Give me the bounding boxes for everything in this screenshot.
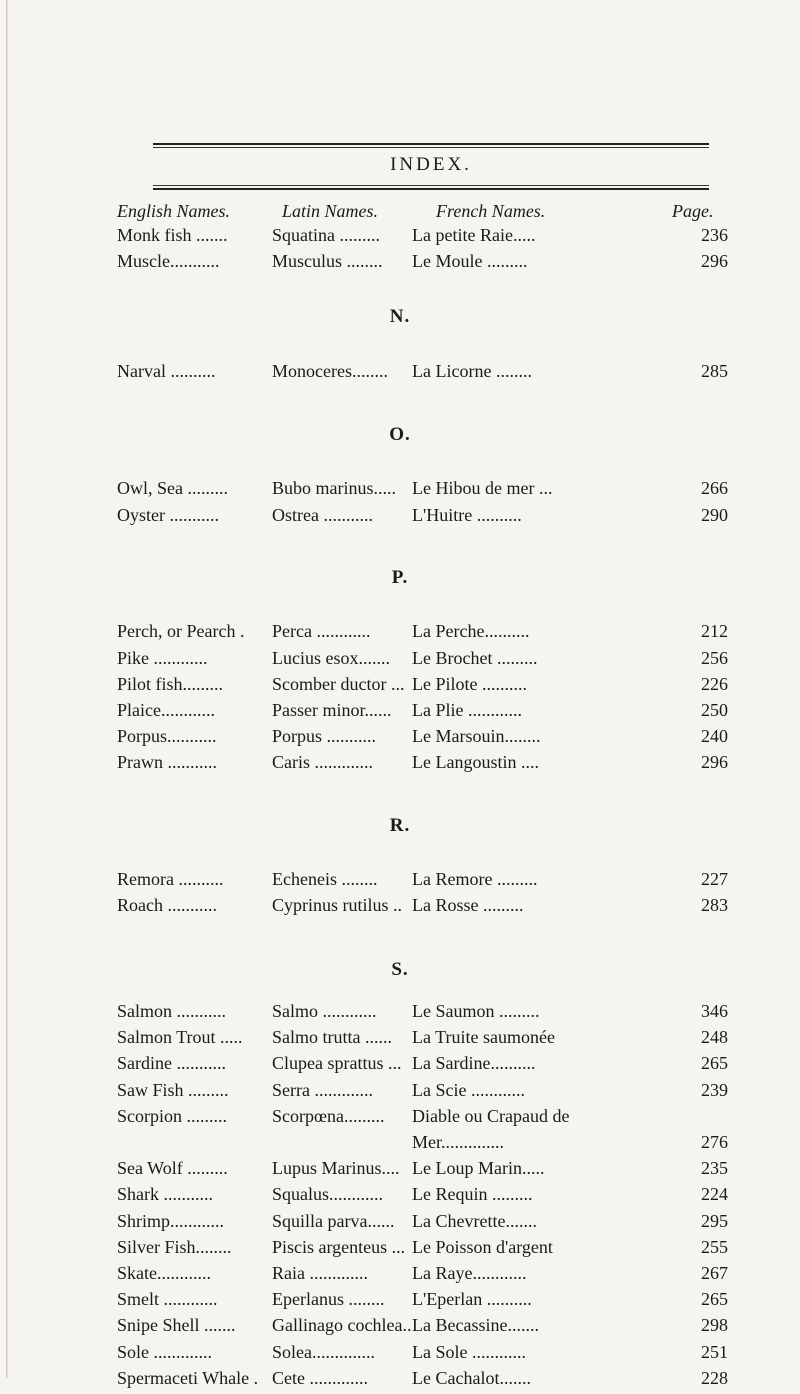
section-letter: N. (389, 306, 411, 327)
index-row (0, 251, 800, 277)
english-name: Shrimp............ (117, 1210, 225, 1231)
french-name: Le Hibou de mer ... (412, 478, 553, 498)
column-header-latin: Latin Names. (282, 201, 379, 221)
latin-name: Raia ............. (272, 1263, 368, 1283)
page-number: 290 (701, 505, 728, 525)
french-name: La Raye............ (412, 1263, 527, 1283)
french-name: La Chevrette....... (412, 1210, 537, 1231)
english-name: Spermaceti Whale . (117, 1367, 259, 1388)
page-number: 228 (701, 1367, 728, 1388)
index-row (0, 752, 800, 778)
page-number: 276 (701, 1132, 728, 1152)
column-header-english: English Names. (117, 201, 231, 221)
index-row (0, 1237, 800, 1263)
page-number: 212 (701, 621, 728, 641)
index-row (0, 361, 800, 387)
english-name: Sole ............. (117, 1341, 213, 1362)
french-name: La petite Raie..... (412, 225, 536, 245)
latin-name: Salmo ............ (272, 1001, 377, 1021)
latin-name: Serra ............. (272, 1079, 373, 1100)
page-number: 266 (701, 478, 728, 498)
page-number: 295 (701, 1210, 728, 1231)
latin-name: Passer minor...... (272, 700, 392, 720)
index-row (0, 1315, 800, 1341)
latin-name: Caris ............. (272, 752, 373, 772)
index-row (0, 1211, 800, 1237)
header-rule (153, 185, 709, 186)
page-number: 248 (701, 1027, 728, 1048)
index-row (0, 1106, 800, 1132)
index-row (0, 1080, 800, 1106)
french-name: La Remore ......... (412, 869, 538, 889)
english-name: Scorpion ......... (117, 1105, 227, 1126)
index-row (0, 1158, 800, 1184)
french-name: Le Langoustin .... (412, 752, 539, 772)
index-row (0, 1289, 800, 1315)
column-header-page: Page. (672, 201, 714, 221)
page-number: 256 (701, 648, 728, 668)
french-name: L'Huitre .......... (412, 505, 522, 525)
english-name: Pilot fish......... (117, 674, 224, 694)
page-number: 250 (701, 700, 728, 720)
index-row (0, 1263, 800, 1289)
section-letter: O. (389, 424, 411, 445)
french-name: Le Saumon ......... (412, 1001, 540, 1021)
french-name: La Scie ............ (412, 1079, 525, 1100)
page-number: 236 (701, 225, 728, 245)
latin-name: Squalus............ (272, 1184, 384, 1205)
column-header-french: French Names. (436, 201, 546, 221)
index-row (0, 478, 800, 504)
french-name: Diable ou Crapaud de (412, 1105, 570, 1126)
latin-name: Ostrea ........... (272, 505, 373, 525)
latin-name: Scomber ductor ... (272, 674, 405, 694)
section-letter: R. (389, 815, 411, 836)
english-name: Skate............ (117, 1263, 211, 1283)
latin-name: Scorpœna......... (272, 1105, 385, 1126)
english-name: Sea Wolf ......... (117, 1158, 228, 1179)
latin-name: Echeneis ........ (272, 869, 378, 889)
index-row (0, 895, 800, 921)
index-row (0, 1132, 800, 1158)
latin-name: Squilla parva...... (272, 1210, 395, 1231)
french-name: La Licorne ........ (412, 361, 532, 381)
page-number: 255 (701, 1236, 728, 1257)
french-name: La Sole ............ (412, 1341, 526, 1362)
latin-name: Perca ............ (272, 621, 371, 641)
index-row (0, 505, 800, 531)
latin-name: Salmo trutta ...... (272, 1027, 392, 1048)
latin-name: Squatina ......... (272, 225, 380, 245)
index-row (0, 726, 800, 752)
english-name: Plaice............ (117, 700, 215, 720)
latin-name: Monoceres........ (272, 361, 388, 381)
index-row (0, 1368, 800, 1394)
french-name: Le Pilote .......... (412, 674, 527, 694)
french-name: La Rosse ......... (412, 895, 524, 915)
english-name: Saw Fish ......... (117, 1079, 229, 1100)
latin-name: Eperlanus ........ (272, 1289, 385, 1310)
english-name: Owl, Sea ......... (117, 478, 228, 498)
french-name: La Perche.......... (412, 621, 530, 641)
section-letter: P. (391, 567, 409, 588)
latin-name: Piscis argenteus ... (272, 1236, 406, 1257)
english-name: Remora .......... (117, 869, 224, 889)
page-title: INDEX. (390, 154, 472, 175)
latin-name: Cete ............. (272, 1367, 368, 1388)
page-number: 235 (701, 1158, 728, 1179)
page-number: 240 (701, 726, 728, 746)
english-name: Oyster ........... (117, 505, 219, 525)
french-name: Le Requin ......... (412, 1184, 533, 1205)
english-name: Porpus........... (117, 726, 217, 746)
index-row (0, 700, 800, 726)
english-name: Salmon Trout ..... (117, 1027, 243, 1048)
index-row (0, 225, 800, 251)
index-row (0, 621, 800, 647)
index-row (0, 1184, 800, 1210)
english-name: Salmon ........... (117, 1001, 227, 1021)
index-row (0, 1342, 800, 1368)
latin-name: Cyprinus rutilus .. (272, 895, 403, 915)
french-name: Le Marsouin........ (412, 726, 541, 746)
latin-name: Solea.............. (272, 1341, 375, 1362)
english-name: Perch, or Pearch . (117, 621, 245, 641)
french-name: Le Poisson d'argent (412, 1236, 553, 1257)
english-name: Prawn ........... (117, 752, 217, 772)
page-number: 296 (701, 752, 728, 772)
section-letter: S. (391, 959, 409, 980)
page-number: 265 (701, 1053, 728, 1074)
header-rule (153, 143, 709, 145)
french-name: Le Brochet ......... (412, 648, 538, 668)
english-name: Smelt ............ (117, 1289, 218, 1310)
page-number: 283 (701, 895, 728, 915)
french-name: L'Eperlan .......... (412, 1289, 532, 1310)
english-name: Sardine ........... (117, 1053, 226, 1074)
english-name: Muscle........... (117, 251, 220, 271)
index-row (0, 674, 800, 700)
page-number: 296 (701, 251, 728, 271)
page-number: 224 (701, 1184, 728, 1205)
index-row (0, 1053, 800, 1079)
page-number: 227 (701, 869, 728, 889)
header-rule (153, 147, 709, 148)
page-number: 285 (701, 361, 728, 381)
english-name: Monk fish ....... (117, 225, 228, 245)
english-name: Roach ........... (117, 895, 217, 915)
french-name: La Plie ............ (412, 700, 522, 720)
index-row (0, 1027, 800, 1053)
latin-name: Bubo marinus..... (272, 478, 396, 498)
latin-name: Gallinago cochlea.. (272, 1315, 412, 1336)
latin-name: Clupea sprattus ... (272, 1053, 402, 1074)
english-name: Snipe Shell ....... (117, 1315, 236, 1336)
header-rule (153, 188, 709, 190)
page-number: 251 (701, 1341, 728, 1362)
english-name: Narval .......... (117, 361, 216, 381)
latin-name: Lupus Marinus.... (272, 1158, 400, 1179)
english-name: Silver Fish........ (117, 1236, 232, 1257)
french-name: Le Moule ......... (412, 251, 528, 271)
french-name: Le Loup Marin..... (412, 1158, 545, 1179)
latin-name: Musculus ........ (272, 251, 383, 271)
page-number: 265 (701, 1289, 728, 1310)
page-number: 239 (701, 1079, 728, 1100)
index-row (0, 648, 800, 674)
index-row (0, 1001, 800, 1027)
page-number: 298 (701, 1315, 728, 1336)
french-name: La Sardine.......... (412, 1053, 536, 1074)
latin-name: Porpus ........... (272, 726, 377, 746)
french-name: Mer.............. (412, 1132, 504, 1152)
english-name: Shark ........... (117, 1184, 213, 1205)
french-name: La Truite saumonée (412, 1027, 555, 1048)
index-row (0, 869, 800, 895)
french-name: Le Cachalot....... (412, 1367, 531, 1388)
french-name: La Becassine....... (412, 1315, 539, 1336)
english-name: Pike ............ (117, 648, 208, 668)
page-number: 226 (701, 674, 728, 694)
latin-name: Lucius esox....... (272, 648, 390, 668)
page-number: 267 (701, 1263, 728, 1283)
page-number: 346 (701, 1001, 728, 1021)
